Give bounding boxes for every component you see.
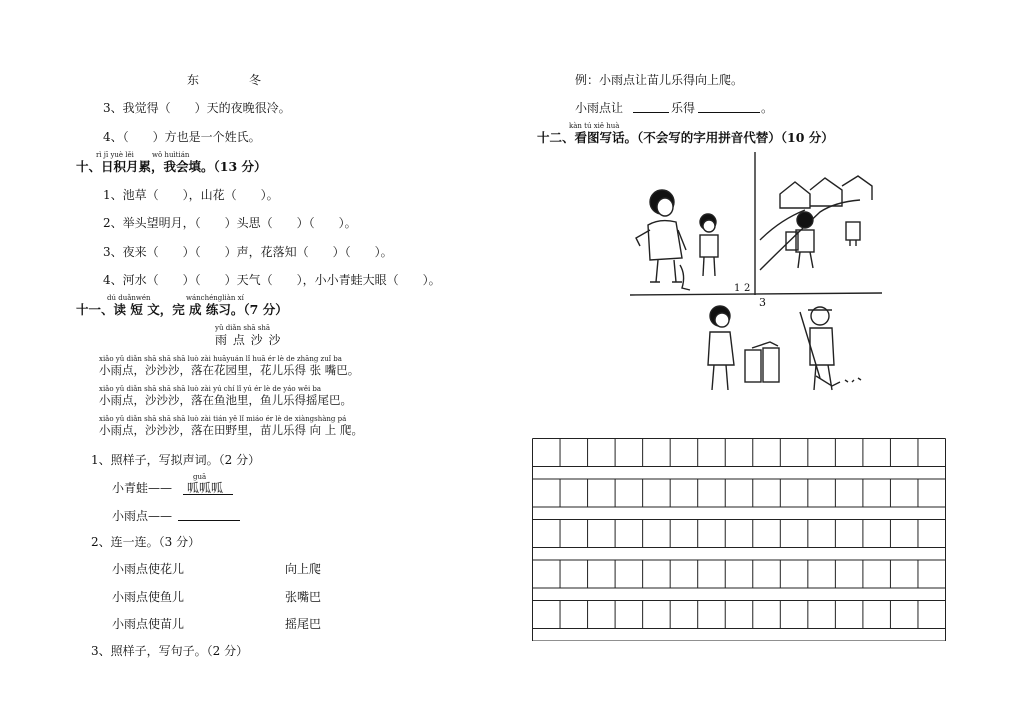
poem-line-1: 小雨点，沙沙沙，落在花园里，花儿乐得 张 嘴巴。 [99,363,360,377]
section-12-title: 十二、看图写话。（不会写的字用拼音代替）（10 分） [537,130,834,145]
section-10-title: 十、日积月累，我会填。（13 分） [76,159,267,174]
s10-item-4: 4、河水（ ）（ ）天气（ ），小小青蛙大眼（ ）。 [103,273,441,287]
fill-part-a: 小雨点让 [575,101,624,115]
panel-number-2: 2 [744,283,751,294]
example-sentence: 例：小雨点让苗儿乐得向上爬。 [575,73,744,87]
frog-answer: 呱呱呱 [187,481,224,495]
section-11-pinyin-b: wánchéngliàn xí [186,294,244,302]
fill-blank-1[interactable] [633,112,669,113]
writing-grid-lines [532,438,946,641]
picture-illustration [620,150,900,410]
match-right-2[interactable]: 张嘴巴 [285,590,322,604]
match-right-1[interactable]: 向上爬 [285,562,322,576]
section-10-pinyin-b: wǒ huìtián [152,151,190,159]
section-11-pinyin-a: dú duǎnwén [107,294,151,302]
frog-answer-underline [183,494,233,495]
poem-line-2-pinyin: xiǎo yǔ diǎn shā shā shā luò zài yú chí lǐ yú ér lè de yáo wěi ba [99,385,322,393]
panel-number-1: 1 [734,283,741,294]
poem-title: 雨 点 沙 沙 [215,333,282,347]
fill-part-c: 。 [761,101,774,115]
question-3: 3、我觉得（ ）天的夜晚很冷。 [103,101,291,115]
section-12-pinyin: kàn tú xiě huà [569,122,620,130]
s10-item-1: 1、池草（ ），山花（ ）。 [103,188,279,202]
poem-title-pinyin: yǔ diǎn shā shā [215,324,271,332]
s11-question-2: 2、连一连。（3 分） [91,535,201,549]
poem-line-3: 小雨点，沙沙沙，落在田野里，苗儿乐得 向 上 爬。 [99,423,363,437]
poem-line-1-pinyin: xiǎo yǔ diǎn shā shā shā luò zài huāyuán lǐ huā ér lè de zhāng zuǐ ba [99,355,342,363]
rain-answer-blank[interactable] [178,520,240,521]
section-10-pinyin-a: rì jī yuè lěi [96,151,134,159]
illustration-drawing [620,150,900,410]
fill-part-b: 乐得 [671,101,696,115]
frog-answer-pinyin: guā [193,473,207,481]
rain-prompt: 小雨点—— [112,509,173,523]
s10-item-2: 2、举头望明月，（ ）头思（ ）（ ）。 [103,216,357,230]
writing-grid[interactable] [532,438,946,641]
top-word-1: 东 [187,73,200,87]
match-left-2[interactable]: 小雨点使鱼儿 [112,590,185,604]
match-left-1[interactable]: 小雨点使花儿 [112,562,185,576]
s11-question-3: 3、照样子，写句子。（2 分） [91,644,249,658]
section-11-title: 十一、读 短 文，完 成 练习。（7 分） [76,302,288,317]
s11-question-1: 1、照样子，写拟声词。（2 分） [91,453,261,467]
poem-line-2: 小雨点，沙沙沙，落在鱼池里，鱼儿乐得摇尾巴。 [99,393,352,407]
frog-prompt: 小青蛙—— [112,481,173,495]
s10-item-3: 3、夜来（ ）（ ）声，花落知（ ）（ ）。 [103,245,393,259]
poem-line-3-pinyin: xiǎo yǔ diǎn shā shā shā luò zài tián yě lǐ miáo ér lè de xiàngshàng pá [99,415,347,423]
fill-blank-2[interactable] [698,112,760,113]
question-4: 4、（ ）方也是一个姓氏。 [103,130,261,144]
panel-number-3: 3 [759,296,766,309]
top-word-2: 冬 [249,73,262,87]
match-right-3[interactable]: 摇尾巴 [285,617,322,631]
match-left-3[interactable]: 小雨点使苗儿 [112,617,185,631]
